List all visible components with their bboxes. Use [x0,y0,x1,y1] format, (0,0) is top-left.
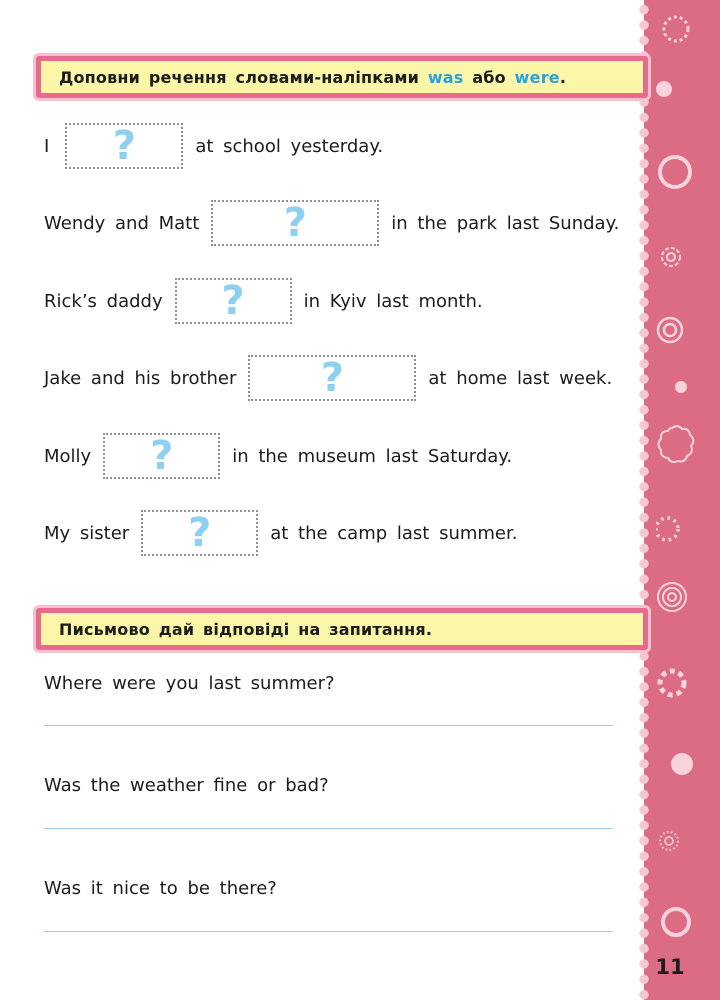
sentence-row-5 [44,433,512,479]
instruction-text: Письмово дай відповіді на запитання. [59,619,433,639]
small-dot-icon [656,374,696,400]
sentence-row-2 [44,200,619,246]
sentence-end: in the park last Sunday. [391,212,620,234]
question-mark-icon: ? [112,123,136,169]
sentence-row-3 [44,278,483,324]
answer-line-2[interactable] [44,828,613,829]
sentence-end: in the museum last Saturday. [232,445,513,467]
sentence-start: My sister [44,522,130,544]
spiral-rings-icon [656,578,696,618]
sticker-slot-4[interactable] [248,355,416,401]
double-ring-icon [656,312,696,352]
exercise-1-instruction-banner [36,56,648,98]
sentence-end: in Kyiv last month. [303,290,483,312]
sentence-start: Wendy and Matt [44,212,200,234]
sentence-end: at school yesterday. [195,135,384,157]
sticker-slot-1[interactable] [65,123,183,169]
flower-outline-icon [656,238,696,278]
sentence-start: Jake and his brother [44,367,237,389]
question-mark-icon: ? [188,510,212,556]
sentence-start: Molly [44,445,92,467]
question-mark-icon: ? [150,433,174,479]
dot-icon [656,72,696,106]
sticker-slot-3[interactable] [175,278,292,324]
page-number: 11 [655,955,685,979]
wavy-circle-icon [656,424,700,468]
exercise-2-instruction-banner [36,608,648,650]
sentence-row-6 [44,510,517,556]
sentence-row-4 [44,355,612,401]
dotted-ring-icon [656,12,696,46]
dashed-ring-icon [656,666,696,700]
sentence-end: at home last week. [428,367,613,389]
answer-line-1[interactable] [44,725,613,726]
sticker-slot-6[interactable] [141,510,258,556]
instruction-or: або [472,67,506,87]
question-mark-icon: ? [283,200,307,246]
question-3: Was it nice to be there? [44,878,277,899]
answer-line-3[interactable] [44,931,613,932]
word-was: was [427,67,464,87]
ring-icon-bottom [656,902,696,942]
sentence-end: at the camp last summer. [270,522,518,544]
sticker-slot-5[interactable] [103,433,220,479]
instruction-period: . [559,67,567,87]
question-2: Was the weather fine or bad? [44,775,329,796]
sentence-start: Rick’s daddy [44,290,163,312]
ring-icon [656,152,696,192]
question-mark-icon: ? [320,355,344,401]
word-were: were [514,67,560,87]
sentence-row-1 [44,123,383,169]
sticker-slot-2[interactable] [211,200,379,246]
question-1: Where were you last summer? [44,673,335,694]
sentence-start: I [44,135,50,157]
dotted-strip-edge [636,0,652,1000]
instruction-text: Доповни речення словами-наліпками [59,67,420,87]
question-mark-icon: ? [221,278,245,324]
dotted-circle-icon [656,512,696,546]
sunburst-icon [656,822,696,862]
large-dot-icon [656,748,696,782]
